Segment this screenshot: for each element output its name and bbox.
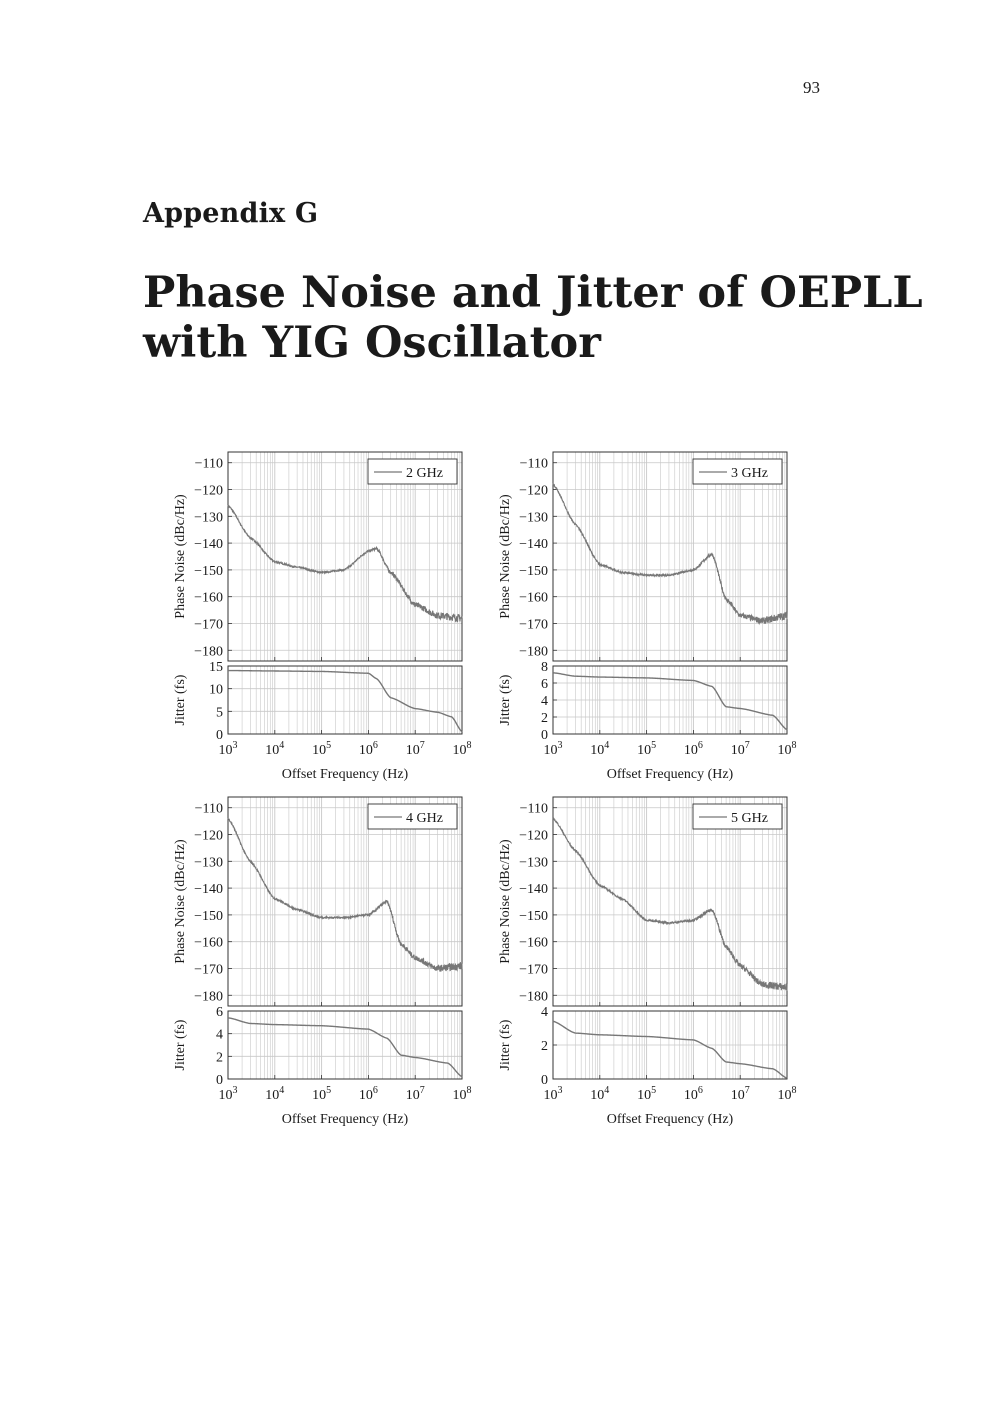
jitter-plot — [173, 1005, 462, 1088]
legend — [693, 459, 782, 484]
jitter-ytick-label: 15 — [209, 660, 223, 675]
phase_noise-ytick-label: −170 — [194, 962, 223, 978]
phase_noise-ytick-label: −170 — [519, 617, 548, 633]
phase_noise-ytick-label: −160 — [519, 590, 548, 606]
appendix-label: Appendix G — [143, 198, 319, 229]
phase_noise-ytick-label: −140 — [519, 882, 548, 898]
phase_noise-ytick-label: −180 — [194, 644, 223, 660]
phase_noise-ytick-label: −130 — [194, 510, 223, 526]
xtick-label: $10^8$ — [452, 740, 472, 758]
xtick-label: $10^8$ — [452, 1085, 472, 1103]
chart-panel-3 — [173, 797, 472, 1127]
phase_noise-ytick-label: −150 — [519, 563, 548, 579]
legend-label: 2 GHz — [406, 466, 443, 481]
phase_noise-ylabel: Phase Noise (dBc/Hz) — [173, 494, 188, 619]
xtick-label: $10^6$ — [358, 740, 378, 758]
jitter-ytick-label: 0 — [216, 1073, 223, 1088]
jitter-ylabel: Jitter (fs) — [173, 674, 188, 726]
jitter-ytick-label: 0 — [216, 728, 223, 743]
phase_noise-trace — [228, 505, 462, 621]
phase_noise-ylabel: Phase Noise (dBc/Hz) — [173, 839, 188, 964]
xtick-label: $10^4$ — [265, 740, 285, 758]
xtick-label: $10^7$ — [730, 1085, 750, 1103]
phase_noise-ylabel: Phase Noise (dBc/Hz) — [498, 839, 513, 964]
jitter-plot — [498, 1005, 787, 1088]
phase_noise-ytick-label: −140 — [194, 537, 223, 553]
jitter-ytick-label: 6 — [216, 1005, 223, 1020]
xtick-label: $10^5$ — [312, 1085, 332, 1103]
jitter-ylabel: Jitter (fs) — [498, 674, 513, 726]
jitter-trace — [228, 671, 462, 732]
phase_noise-ytick-label: −120 — [194, 483, 223, 499]
chart-panel-2 — [498, 452, 797, 782]
jitter-plot — [173, 660, 462, 743]
jitter-ytick-label: 10 — [209, 682, 223, 698]
phase_noise-ytick-label: −170 — [519, 962, 548, 978]
jitter-ytick-label: 8 — [541, 660, 548, 675]
phase_noise-ytick-label: −120 — [194, 828, 223, 844]
xtick-label: $10^6$ — [683, 1085, 703, 1103]
phase_noise-ytick-label: −160 — [519, 935, 548, 951]
phase_noise-ytick-label: −180 — [194, 989, 223, 1005]
phase_noise-ytick-label: −150 — [194, 908, 223, 924]
xlabel: Offset Frequency (Hz) — [281, 767, 409, 782]
phase_noise-ytick-label: −130 — [519, 510, 548, 526]
xtick-label: $10^6$ — [683, 740, 703, 758]
xtick-label: $10^5$ — [312, 740, 332, 758]
phase_noise-trace — [553, 818, 787, 991]
page-number: 93 — [803, 78, 820, 97]
phase_noise-ytick-label: −140 — [519, 537, 548, 553]
jitter-frame — [228, 1011, 462, 1079]
phase_noise-ylabel: Phase Noise (dBc/Hz) — [498, 494, 513, 619]
xtick-label: $10^3$ — [218, 740, 238, 758]
phase_noise-ytick-label: −180 — [519, 644, 548, 660]
jitter-ytick-label: 4 — [541, 1005, 548, 1020]
jitter-trace — [553, 673, 787, 730]
jitter-ytick-label: 4 — [541, 694, 548, 709]
phase_noise-ytick-label: −120 — [519, 483, 548, 499]
xlabel: Offset Frequency (Hz) — [606, 1112, 734, 1127]
legend-label: 3 GHz — [731, 466, 768, 481]
xtick-label: $10^7$ — [405, 1085, 425, 1103]
jitter-ytick-label: 2 — [541, 711, 548, 726]
phase_noise-ytick-label: −140 — [194, 882, 223, 898]
xtick-label: $10^5$ — [637, 1085, 657, 1103]
phase_noise-ytick-label: −160 — [194, 935, 223, 951]
phase_noise-ytick-label: −130 — [519, 855, 548, 871]
xtick-label: $10^4$ — [590, 1085, 610, 1103]
phase_noise-trace — [553, 484, 787, 624]
phase_noise-ytick-label: −150 — [194, 563, 223, 579]
jitter-trace — [228, 1018, 462, 1077]
xtick-label: $10^8$ — [777, 1085, 797, 1103]
jitter-trace — [553, 1021, 787, 1078]
jitter-ytick-label: 2 — [541, 1039, 548, 1054]
legend — [368, 804, 457, 829]
jitter-ylabel: Jitter (fs) — [498, 1019, 513, 1071]
xtick-label: $10^4$ — [590, 740, 610, 758]
xtick-label: $10^3$ — [218, 1085, 238, 1103]
xlabel: Offset Frequency (Hz) — [281, 1112, 409, 1127]
xtick-label: $10^5$ — [637, 740, 657, 758]
jitter-plot — [498, 660, 787, 743]
phase_noise-ytick-label: −110 — [519, 456, 548, 472]
xtick-label: $10^4$ — [265, 1085, 285, 1103]
phase_noise-ytick-label: −130 — [194, 855, 223, 871]
phase_noise-trace — [228, 818, 462, 971]
xtick-label: $10^3$ — [543, 1085, 563, 1103]
xtick-label: $10^6$ — [358, 1085, 378, 1103]
jitter-ytick-label: 0 — [541, 728, 548, 743]
phase_noise-ytick-label: −110 — [519, 801, 548, 817]
jitter-ytick-label: 6 — [541, 677, 548, 692]
jitter-ylabel: Jitter (fs) — [173, 1019, 188, 1071]
legend — [693, 804, 782, 829]
legend-label: 5 GHz — [731, 811, 768, 826]
jitter-frame — [228, 666, 462, 734]
phase_noise-ytick-label: −160 — [194, 590, 223, 606]
xtick-label: $10^7$ — [405, 740, 425, 758]
phase_noise-ytick-label: −180 — [519, 989, 548, 1005]
phase_noise-ytick-label: −110 — [194, 456, 223, 472]
chapter-title-line-2: with YIG Oscillator — [143, 318, 601, 368]
xtick-label: $10^7$ — [730, 740, 750, 758]
xtick-label: $10^3$ — [543, 740, 563, 758]
jitter-ytick-label: 5 — [216, 705, 223, 721]
phase_noise-ytick-label: −150 — [519, 908, 548, 924]
xtick-label: $10^8$ — [777, 740, 797, 758]
xlabel: Offset Frequency (Hz) — [606, 767, 734, 782]
phase_noise-ytick-label: −120 — [519, 828, 548, 844]
phase_noise-ytick-label: −110 — [194, 801, 223, 817]
jitter-ytick-label: 4 — [216, 1027, 223, 1043]
chart-panel-1 — [173, 452, 472, 782]
jitter-ytick-label: 2 — [216, 1050, 223, 1066]
phase_noise-ytick-label: −170 — [194, 617, 223, 633]
legend — [368, 459, 457, 484]
legend-label: 4 GHz — [406, 811, 443, 826]
jitter-ytick-label: 0 — [541, 1073, 548, 1088]
chapter-title-line-1: Phase Noise and Jitter of OEPLL — [143, 268, 923, 318]
chart-panel-4 — [498, 797, 797, 1127]
